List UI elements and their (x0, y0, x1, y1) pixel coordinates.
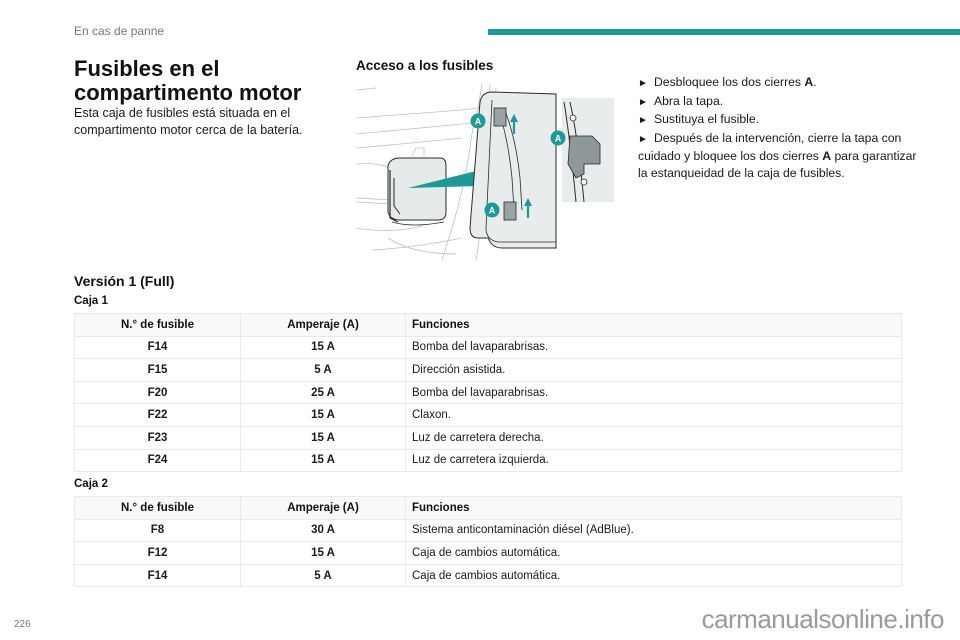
steps-list (638, 74, 928, 181)
fuse-table-box-1 (74, 313, 902, 472)
fuse-table-box-2 (74, 496, 902, 587)
svg-text:A: A (554, 133, 562, 144)
access-title: Acceso a los fusibles (356, 58, 494, 73)
svg-text:A: A (474, 116, 482, 127)
table-row: F22 15 A Claxon. (75, 404, 902, 427)
table-row: F12 15 A Caja de cambios automática. (75, 542, 902, 565)
column-header-amperage: Amperaje (A) (241, 314, 406, 337)
column-header-fuse-number: N.° de fusible (75, 314, 241, 337)
step-item: ► Desbloquee los dos cierres A. (638, 74, 928, 93)
version-title: Versión 1 (Full) (74, 273, 175, 289)
step-item: ► Abra la tapa. (638, 93, 928, 112)
table-row: F8 30 A Sistema anticontaminación diésel (AdBlue). (75, 519, 902, 542)
watermark: carmanualsonline.info (701, 604, 944, 634)
arrow-bullet-icon: ► (638, 96, 648, 108)
page-number: 226 (14, 619, 31, 630)
table-row: F15 5 A Dirección asistida. (75, 359, 902, 382)
fuse-box-illustration (352, 78, 614, 260)
section-header: En cas de panne (74, 24, 165, 38)
column-header-functions: Funciones (406, 497, 902, 520)
svg-text:A: A (488, 205, 496, 216)
arrow-bullet-icon: ► (638, 133, 648, 145)
intro-paragraph: Esta caja de fusibles está situada en el compartimento motor cerca de la batería. (74, 106, 303, 137)
table-header-row (75, 497, 902, 520)
box-1-title: Caja 1 (74, 295, 108, 307)
table-row: F14 5 A Caja de cambios automática. (75, 564, 902, 587)
table-header-row (75, 314, 902, 337)
page-title: Fusibles en el compartimento motor (74, 56, 302, 105)
step-item: ► Después de la intervención, cierre la tapa con cuidado y bloquee los dos cierres A para garantizar la estanqueidad de la caja de fusibles. (638, 130, 917, 180)
box-2-title: Caja 2 (74, 478, 108, 490)
table-row: F14 15 A Bomba del lavaparabrisas. (75, 336, 902, 359)
column-header-fuse-number: N.° de fusible (75, 497, 241, 520)
table-row: F23 15 A Luz de carretera derecha. (75, 426, 902, 449)
column-header-functions: Funciones (406, 314, 902, 337)
table-row: F20 25 A Bomba del lavaparabrisas. (75, 381, 902, 404)
arrow-bullet-icon: ► (638, 115, 648, 126)
arrow-bullet-icon: ► (638, 78, 648, 89)
step-item: ► Sustituya el fusible. (638, 111, 928, 130)
header-accent-bar (488, 29, 960, 35)
column-header-amperage: Amperaje (A) (241, 497, 406, 520)
table-row: F24 15 A Luz de carretera izquierda. (75, 449, 902, 472)
